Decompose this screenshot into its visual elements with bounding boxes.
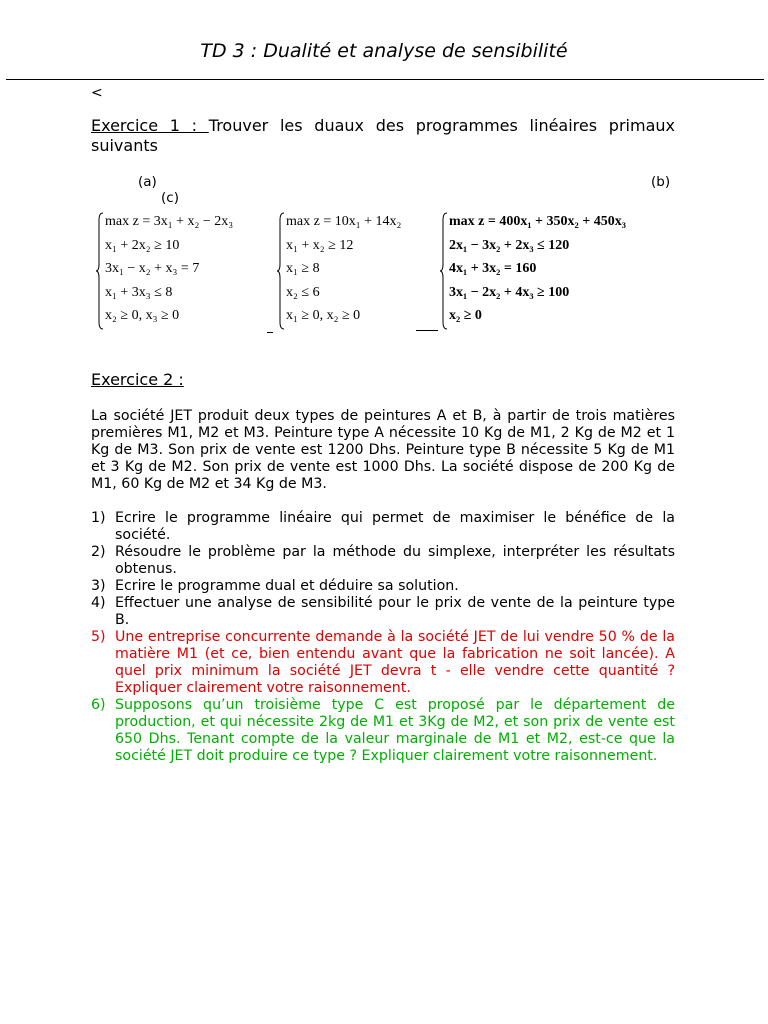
label-a: (a) — [138, 174, 157, 190]
label-c: (c) — [161, 190, 179, 206]
question-number: 4) — [91, 595, 106, 611]
question-item — [91, 595, 675, 629]
exercise1-heading: Exercice 1 : — [91, 116, 198, 135]
question-item — [91, 544, 675, 578]
exercise2-paragraph: La société JET produit deux types de peintures A et B, à partir de trois matières premières M1, M2 et M3. Peinture type A nécessite 10 Kg de M1, 2 Kg de M2 et 1 Kg de M3. Son prix de vente est 1200 Dhs. Peinture type B nécessite 5 Kg de M1 et 3 Kg de M2. Son prix de vente est 1000 Dhs. La société dispose de 200 Kg de M1, 60 Kg de M2 et 34 Kg de M3. — [91, 408, 675, 492]
question-number: 2) — [91, 544, 106, 560]
brace-icon — [277, 212, 285, 330]
sys1-line-2: x₁ + 2x₂ ≥ 10 — [105, 237, 180, 253]
sys3-line-3: 4x₁ + 3x₂ = 160 — [449, 261, 537, 276]
sys1-line-3: 3x₁ − x₂ + x₃ = 7 — [105, 261, 200, 276]
stray-char: < — [91, 85, 103, 101]
page-title: TD 3 : Dualité et analyse de sensibilité — [200, 40, 568, 62]
question-number: 6) — [91, 697, 106, 713]
question-item — [91, 578, 675, 595]
sys3-line-4: 3x₁ − 2x₂ + 4x₃ ≥ 100 — [449, 284, 570, 300]
question-text: Ecrire le programme linéaire qui permet de maximiser le bénéfice de la société. — [115, 510, 675, 543]
system-3 — [440, 212, 670, 330]
question-text: Résoudre le problème par la méthode du simplexe, interpréter les résultats obtenus. — [115, 544, 675, 577]
sys2-line-4: x₂ ≤ 6 — [286, 284, 320, 300]
separator-mark — [416, 330, 438, 331]
sys2-line-2: x₁ + x₂ ≥ 12 — [286, 237, 354, 253]
exercise2-heading: Exercice 2 : — [91, 370, 184, 389]
exercise1-statement — [91, 116, 675, 156]
sys2-line-3: x₁ ≥ 8 — [286, 261, 320, 276]
sys3-line-1: max z = 400x₁ + 350x₂ + 450x₃ — [449, 214, 626, 229]
exercise1-text: Trouver les duaux des programmes linéaires primaux suivants — [91, 116, 675, 155]
question-text: Effectuer une analyse de sensibilité pour le prix de vente de la peinture type B. — [115, 595, 675, 628]
sys1-line-5: x₂ ≥ 0, x₃ ≥ 0 — [105, 308, 180, 323]
sys1-line-4: x₁ + 3x₃ ≤ 8 — [105, 284, 173, 300]
question-item — [91, 510, 675, 544]
sys2-line-1: max z = 10x₁ + 14x₂ — [286, 214, 402, 229]
sys3-line-2: 2x₁ − 3x₂ + 2x₃ ≤ 120 — [449, 237, 570, 253]
question-text: Une entreprise concurrente demande à la société JET de lui vendre 50 % de la matière M1 (et ce, bien entendu avant que la fabrication ne soit lancée). A quel prix minimum la société JET devra t - elle vendre cette quantité ? Expliquer clairement votre raisonnement. — [115, 629, 675, 696]
question-number: 1) — [91, 510, 106, 526]
sys1-line-1: max z = 3x₁ + x₂ − 2x₃ — [105, 214, 234, 229]
question-number: 5) — [91, 629, 106, 645]
brace-icon — [96, 212, 104, 330]
brace-icon — [440, 212, 448, 330]
question-text: Supposons qu’un troisième type C est proposé par le département de production, et qui nécessite 2kg de M1 et 3Kg de M2, et son prix de vente est 650 Dhs. Tenant compte de la valeur marginale de M1 et M2, est-ce que la société JET doit produire ce type ? Expliquer clairement votre raisonnement. — [115, 697, 675, 764]
system-2 — [277, 212, 427, 330]
sys3-line-5: x₂ ≥ 0 — [449, 308, 482, 323]
separator-mark — [267, 332, 273, 333]
system-1 — [96, 212, 266, 330]
question-item — [91, 697, 675, 765]
label-b: (b) — [651, 174, 671, 190]
question-item — [91, 629, 675, 697]
question-list — [91, 510, 675, 765]
sys2-line-5: x₁ ≥ 0, x₂ ≥ 0 — [286, 308, 361, 323]
question-text: Ecrire le programme dual et déduire sa solution. — [115, 578, 459, 594]
question-number: 3) — [91, 578, 106, 594]
title-rule — [6, 79, 764, 80]
